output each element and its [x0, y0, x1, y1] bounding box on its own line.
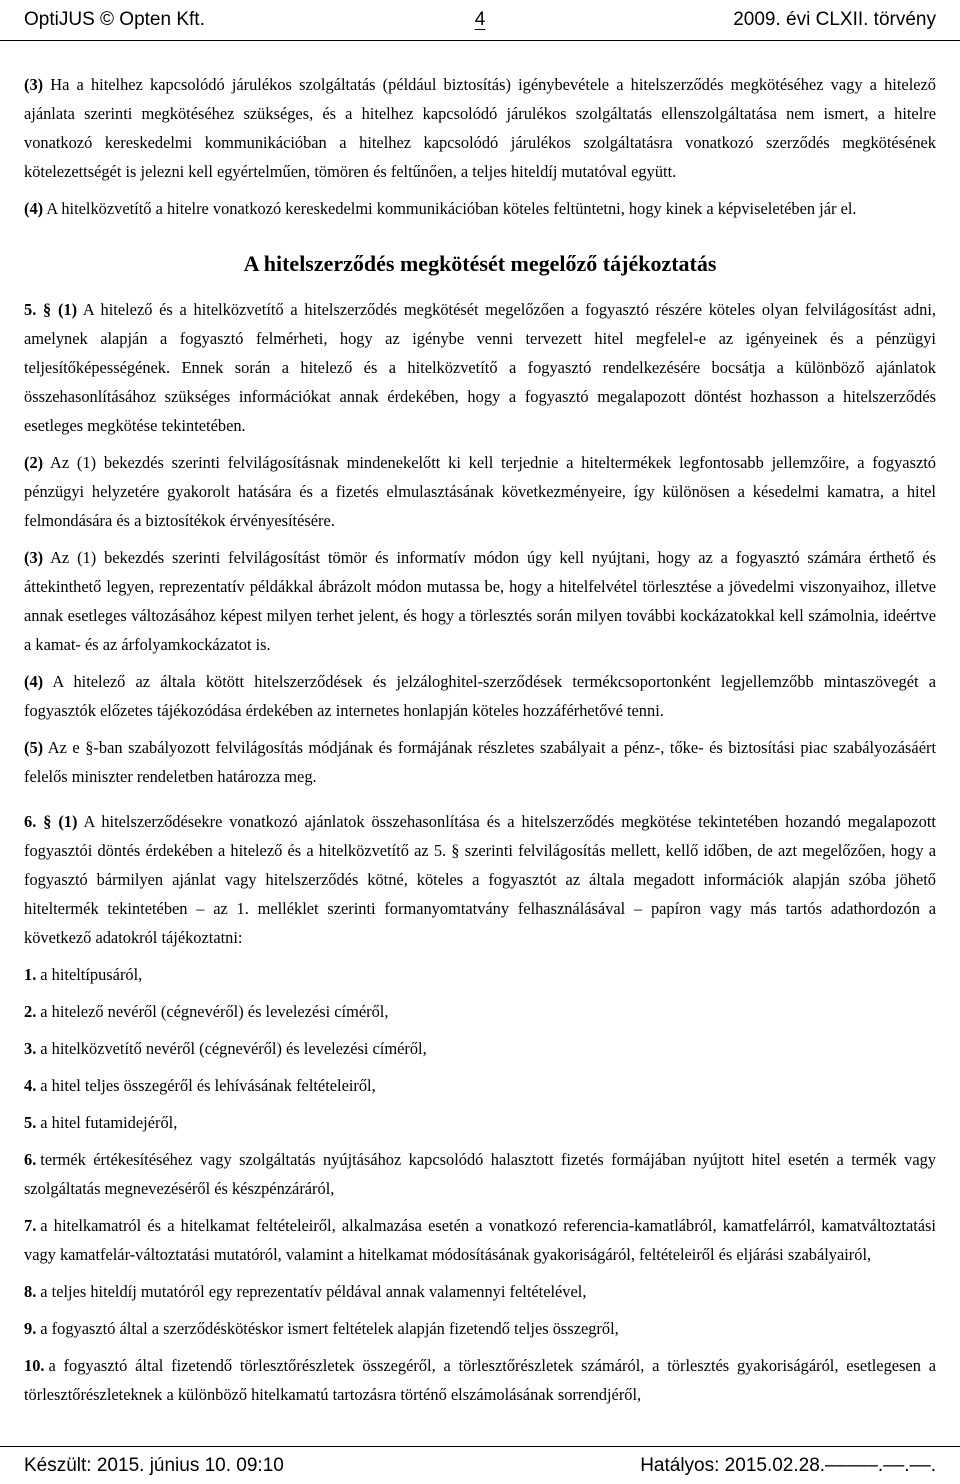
- paragraph-4: [24, 194, 936, 223]
- paragraph-label: (3): [24, 75, 44, 94]
- paragraph-text: Az (1) bekezdés szerinti felvilágosításnak mindenekelőtt ki kell terjednie a hiteltermékek legfontosabb jellemzőire, a fogyasztó pénzügyi helyzetére gyakorolt hatására és a fizetés elmulasztásának következményeire, így különösen a késedelmi kamatra, a hitel felmondására és a biztosítékok érvényesítésére.: [24, 453, 936, 530]
- list-item: [24, 1071, 936, 1100]
- footer-effective-date: Hatályos: 2015.02.28.–––––.––.––.: [640, 1454, 936, 1476]
- paragraph-label: (3): [24, 548, 44, 567]
- list-item-number: 8.: [24, 1282, 37, 1301]
- list-item-number: 10.: [24, 1356, 45, 1375]
- list-item: [24, 1145, 936, 1203]
- list-item: [24, 997, 936, 1026]
- list-item-number: 3.: [24, 1039, 37, 1058]
- section-6-paragraph-1: [24, 807, 936, 952]
- list-item: [24, 1314, 936, 1343]
- list-item-text: a fogyasztó által fizetendő törlesztőrészletek összegéről, a törlesztőrészletek számáról, a törlesztés gyakoriságáról, esetlegesen a törlesztőrészleteknek a különböző hitelkamatú tartozásra történő elszámolásának sorrendjéről,: [24, 1356, 936, 1404]
- list-item: [24, 1277, 936, 1306]
- list-item-text: termék értékesítéséhez vagy szolgáltatás nyújtásához kapcsolódó halasztott fizetés formájában nyújtott hitel esetén a termék vagy szolgáltatás megnevezéséről és készpénzáráról,: [24, 1150, 936, 1198]
- paragraph-label: (4): [24, 672, 44, 691]
- list-item-text: a hitelező nevéről (cégnevéről) és levelezési címéről,: [40, 1002, 389, 1021]
- list-item-text: a hitel futamidejéről,: [40, 1113, 178, 1132]
- paragraph-label: (5): [24, 738, 44, 757]
- paragraph-text: A hitelközvetítő a hitelre vonatkozó kereskedelmi kommunikációban köteles feltüntetni, hogy kinek a képviseletében jár el.: [43, 199, 857, 218]
- list-item: [24, 1108, 936, 1137]
- header-law-title: 2009. évi CLXII. törvény: [733, 9, 936, 30]
- list-item-text: a hitelközvetítő nevéről (cégnevéről) és levelezési címéről,: [40, 1039, 427, 1058]
- information-list: [24, 960, 936, 1409]
- paragraph-3: [24, 70, 936, 186]
- list-item-number: 7.: [24, 1216, 37, 1235]
- paragraph-label: (1): [58, 812, 78, 831]
- list-item-number: 5.: [24, 1113, 37, 1132]
- list-item-text: a hiteltípusáról,: [40, 965, 143, 984]
- list-item-number: 2.: [24, 1002, 37, 1021]
- section-5-paragraph-1: [24, 295, 936, 440]
- footer-created-date: Készült: 2015. június 10. 09:10: [24, 1454, 284, 1476]
- section-5-paragraph-2: [24, 448, 936, 535]
- list-item-number: 4.: [24, 1076, 37, 1095]
- paragraph-label: (1): [57, 300, 78, 319]
- paragraph-text: Ha a hitelhez kapcsolódó járulékos szolgáltatás (például biztosítás) igénybevétele a hitelszerződés megkötéséhez vagy a hitelező ajánlata szerinti megkötéséhez szükséges, és a hitelhez kapcsolódó járulékos szolgáltatás ellenszolgáltatása nem ismert, a hitelre vonatkozó kereskedelmi kommunikációban a hitelhez kapcsolódó járulékos szolgáltatásra vonatkozó szerződés megkötésének kötelezettségét is jelezni kell egyértelműen, tömören és feltűnően, a teljes hiteldíj mutatóval együtt.: [24, 75, 936, 181]
- paragraph-text: A hitelszerződésekre vonatkozó ajánlatok összehasonlítása és a hitelszerződés megkötése tekintetében hozandó megalapozott fogyasztói döntés érdekében a hitelező és a hitelközvetítő az 5. § szerinti felvilágosítás mellett, kellő időben, de azt megelőzően, hogy a fogyasztó bármilyen ajánlat vagy hitelszerződés kötné, köteles a fogyasztót az általa megadott információk alapján szóba jöhető hiteltermék tekintetében – az 1. melléklet szerinti formanyomtatvány felhasználásával – papíron vagy más tartós adathordozón a következő adatokról tájékoztatni:: [24, 812, 936, 947]
- section-5-paragraph-3: [24, 543, 936, 659]
- list-item: [24, 1034, 936, 1063]
- paragraph-text: A hitelező az általa kötött hitelszerződések és jelzáloghitel-szerződések termékcsoportonként legjellemzőbb mintaszövegét a fogyasztók előzetes tájékozódása érdekében az internetes honlapján köteles hozzáférhetővé tenni.: [24, 672, 936, 720]
- page-header: [0, 0, 960, 40]
- paragraph-text: A hitelező és a hitelközvetítő a hitelszerződés megkötését megelőzően a fogyasztó részére köteles olyan felvilágosítást adni, amelynek alapján a fogyasztó felmérheti, hogy az igénybe venni tervezett hitel megfelel-e az igényeinek és a pénzügyi teljesítőképességének. Ennek során a hitelező és a hitelközvetítő a fogyasztó rendelkezésére bocsátja a különböző ajánlatok összehasonlításához szükséges információkat annak érdekében, hogy a fogyasztó megalapozott döntést hozhasson a hitelszerződés esetleges megkötése tekintetében.: [24, 300, 936, 435]
- list-item: [24, 1211, 936, 1269]
- paragraph-label: (4): [24, 199, 44, 218]
- header-publisher: OptiJUS © Opten Kft.: [24, 9, 205, 30]
- list-item-text: a hitelkamatról és a hitelkamat feltételeiről, alkalmazása esetén a vonatkozó referencia-kamatlábról, kamatfelárról, kamatváltoztatási vagy kamatfelár-változtatási mutatóról, valamint a hitelkamat módosításának gyakoriságáról, feltételeiről és eljárási szabályairól,: [24, 1216, 936, 1264]
- paragraph-label: (2): [24, 453, 44, 472]
- page-footer: [0, 1446, 960, 1484]
- list-item: [24, 1351, 936, 1409]
- list-item-text: a teljes hiteldíj mutatóról egy reprezentatív példával annak valamennyi feltételével,: [40, 1282, 587, 1301]
- section-5-paragraph-4: [24, 667, 936, 725]
- header-page-number: 4: [474, 9, 486, 30]
- section-number: 5. §: [24, 300, 52, 319]
- list-item-text: a fogyasztó által a szerződéskötéskor ismert feltételek alapján fizetendő teljes összegről,: [40, 1319, 619, 1338]
- section-5-paragraph-5: [24, 733, 936, 791]
- paragraph-text: Az e §-ban szabályozott felvilágosítás módjának és formájának részletes szabályait a pénz-, tőke- és biztosítási piac szabályozásáért felelős miniszter rendeletben határozza meg.: [24, 738, 936, 786]
- section-number: 6. §: [24, 812, 52, 831]
- list-item-number: 9.: [24, 1319, 37, 1338]
- section-heading: A hitelszerződés megkötését megelőző tájékoztatás: [243, 251, 717, 276]
- document-body: [24, 70, 936, 1417]
- list-item: [24, 960, 936, 989]
- list-item-number: 1.: [24, 965, 37, 984]
- list-item-number: 6.: [24, 1150, 37, 1169]
- list-item-text: a hitel teljes összegéről és lehívásának feltételeiről,: [40, 1076, 376, 1095]
- header-divider: [0, 40, 960, 41]
- paragraph-text: Az (1) bekezdés szerinti felvilágosítást tömör és informatív módon úgy kell nyújtani, hogy az a fogyasztó számára érthető és áttekinthető legyen, reprezentatív példákkal ábrázolt módon mutassa be, hogy a hitelfelvétel törlesztése a jövedelmi viszonyaihoz, illetve annak esetleges változásához képest milyen terhet jelent, és hogy a törlesztés során milyen további kockázatokkal kell számolnia, ideértve a kamat- és az árfolyamkockázatot is.: [24, 548, 936, 654]
